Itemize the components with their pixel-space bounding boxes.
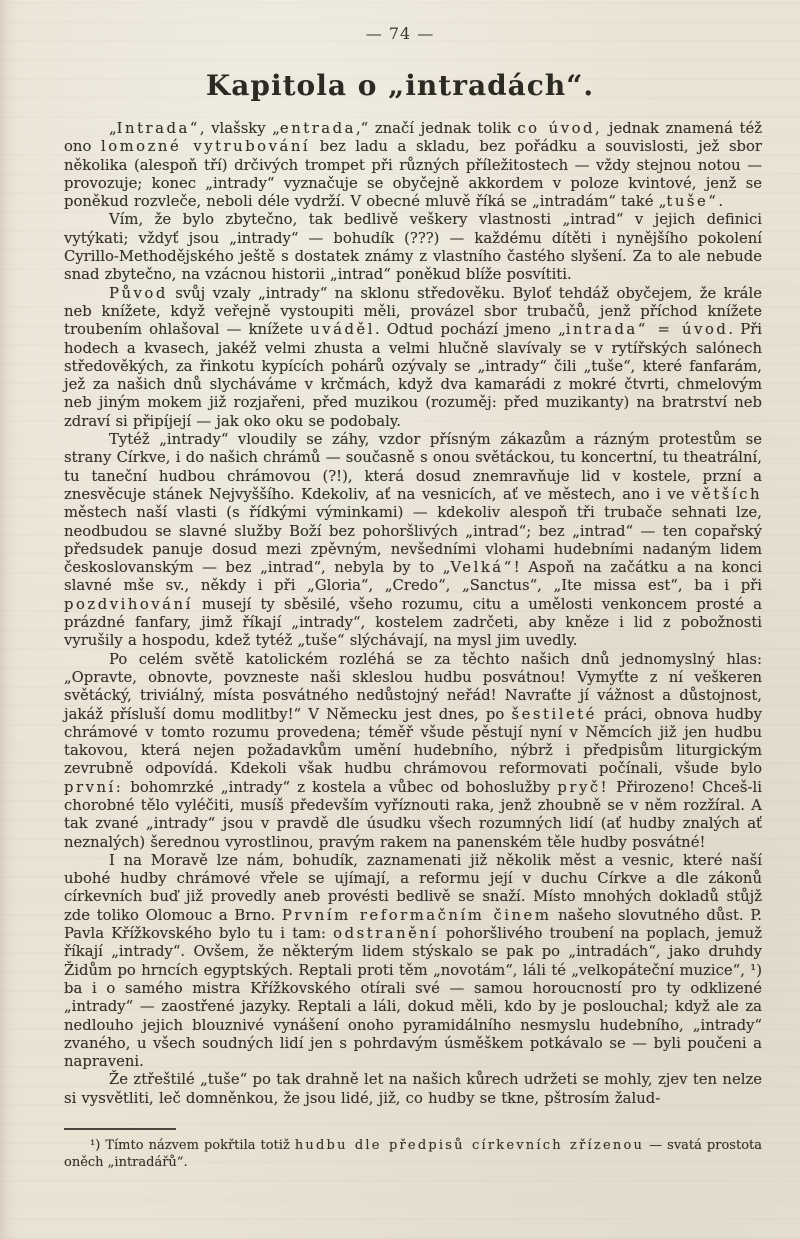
body-paragraph: I na Moravě lze nám, bohudík, zaznamenati již několik měst a vesnic, které naší ubohé hudby chrámové vřele se ujímají, a reformu její v duchu Církve a dle zákonů církevních buď již provedly aneb provésti bedlivě se snaží. Místo mnohých dokladů stůjž zde toliko Olomouc a Brno. Prvním reformačním činem našeho slovutného důst. P. Pavla Křížkovského bylo tu i tam: odstranění pohoršlivého troubení na poplach, jemuž říkají „intrady“. Ovšem, že některým lidem stýskalo se pak po „intradách“, jako druhdy Židům po hrncích egyptských. Reptali proti těm „novotám“, láli té „velkopáteční muzice“, ¹) ba i o samého mistra Křížkovského otírali své — samou horoucností pro ty odklizené „intrady“ — zaostřené jazyky. Reptali a láli, dokud měli, kdo by je poslouchal; když ale za nedlouho jejich blouznivé vynášení onoho pyramidálního nesmyslu hudebního, „intrady“ zvaného, u všech soudných lidí jen s pohrdavým úsměškem potkávalo se — byli poučeni a napraveni. — [64, 851, 762, 1071]
body-paragraph: Vím, že bylo zbytečno, tak bedlivě veškery vlastnosti „intrad“ v jejich definici vytýkati; vždyť jsou „intrady“ — bohudík (???) — každému dítěti i nynějšího pokolení Cyrillo-Methodějského ještě s dostatek známy z vlastního častého slyšení. Za to ale nebude snad zbytečno, na vzácnou historii „intrad“ poněkud blíže posvítiti. — [64, 211, 762, 284]
body-paragraph: Po celém světě katolickém rozléhá se za těchto našich dnů jednomyslný hlas: „Opravte, obnovte, povzneste naši skleslou hudbu posvátnou! Vymyťte z ní veškeren světácký, triviálný, místa posvátného nedůstojný neřád! Navraťte jí vážnost a důstojnost, jakáž přísluší domu modlitby!“ V Německu jest dnes, po šestileté práci, obnova hudby chrámové v tomto rozumu provedena; téměř všude pěstují nyní v Němcích již jen hudbu takovou, která nejen požadavkům umění hudebního, nýbrž i předpisům liturgickým zevrubně odpovídá. Kdekoli však hudbu chrámovou reformovati počínali, všude bylo první: bohomrzké „intrady“ z kostela a vůbec od bohoslužby pryč! Přirozeno! Chceš-li chorobné tělo vyléčiti, musíš především vyříznouti raka, jenž zhoubně se v něm rozžíral. A tak zvané „intrady“ jsou v pravdě dle úsudku všech rozumných lidí (ať hudby znalých ať neznalých) šerednou vyrostlinou, pravým rakem na panenském těle hudby posvátné! — [64, 650, 762, 851]
body-paragraph: Že ztřeštilé „tuše“ po tak drahně let na našich kůrech udržeti se mohly, zjev ten nelze si vysvětliti, leč domněnkou, že jsou lidé, již, co hudby se tkne, pštrosím žalud- — [64, 1071, 762, 1107]
footnote-text: ¹) Tímto názvem pokřtila totiž hudbu dle předpisů církevních zřízenou — svatá prostota oněch „intradářů“. — [64, 1138, 762, 1170]
body-paragraph: Původ svůj vzaly „intrady“ na sklonu středověku. Byloť tehdáž obyčejem, že krále neb knížete, když veřejně vystoupiti měli, provázel sbor trubačů, jenž příchod knížete troubením ohlašoval — knížete uváděl. Odtud pochází jmeno „intrada“ = úvod. Při hodech a kvasech, jakéž velmi zhusta a velmi hlučně slavívaly se v rytířských salónech středověkých, za řinkotu kypících pohárů ozývaly se „intrady“ čili „tuše“, které fanfarám, jež za našich dnů slycháváme v krčmách, když dva kamarádi z mokré čtvrti, chmelovým neb jiným mokem již rozjařeni, před muzikou (rozuměj: před muzikanty) na bratrství neb zdraví si připíjejí — jak oko oku se podobaly. — [64, 284, 762, 430]
body-paragraph: „Intrada“, vlašsky „entrada,“ značí jednak tolik co úvod, jednak znamená též ono lomozné vytrubování bez ladu a skladu, bez pořádku a souvislosti, jež sbor několika (alespoň tří) drčivých trompet při různých příležitostech — vždy stejnou notou — provozuje; konec „intrady“ vyznačuje se obyčejně akkordem v poloze kvintové, jenž se poněkud rozvleče, neboli déle vydrží. V obecné mluvě říká se „intradám“ také „tuše“. — [64, 120, 763, 211]
footnote-divider — [64, 1128, 176, 1130]
body-paragraph: Tytéž „intrady“ vloudily se záhy, vzdor přísným zákazům a rázným protestům se strany Církve, i do našich chrámů — současně s onou světáckou, tu koncertní, tu theatrální, tu taneční hudbou chrámovou (?!), která dosud znemravňuje lid v kostele, przní a znesvěcuje stánek Nejvyššího. Kdekoliv, ať na vesnicích, ať ve městech, ano i ve větších městech naší vlasti (s řídkými výminkami) — kdekoliv alespoň tři trubače sehnati lze, neodbudou se slavné služby Boží bez pohoršlivých „intrad“; bez „intrad“ — ten copařský předsudek panuje dosud mezi zpěvným, nevšedními vlohami hudebními nadaným lidem českoslovanským — bez „intrad“, nebyla by to „Velká“! Aspoň na začátku a na konci slavné mše sv., někdy i při „Gloria“, „Credo“, „Sanctus“, „Ite missa est“, ba i při pozdvihování musejí ty sběsilé, všeho rozumu, citu a umělosti venkoncem prosté a prázdné fanfary, jimž říkají „intrady“, kostelem zadrčeti, aby kněze i lid z pobožnosti vyrušily a hospodu, kdež tytéž „tuše“ slýchávají, na mysl jim uvedly. — [64, 431, 762, 650]
chapter-title: Kapitola o „intradách“. — [205, 69, 595, 102]
footnote-area — [64, 1138, 762, 1171]
body-text-column — [64, 120, 762, 1108]
page-number: — 74 — — [365, 24, 435, 43]
